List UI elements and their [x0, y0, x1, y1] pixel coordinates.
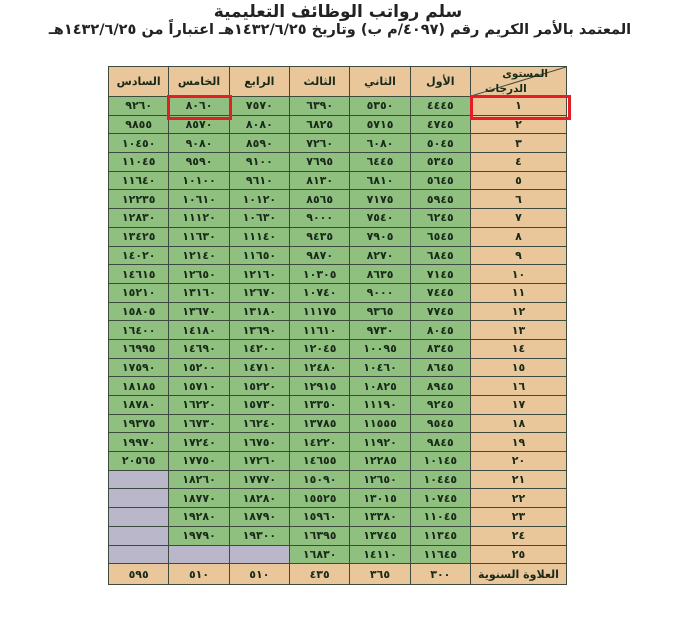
col-header: الخامس — [169, 67, 229, 97]
table-row — [109, 190, 567, 209]
table-row — [109, 209, 567, 228]
salary-cell: ١٢٢٨٥ — [350, 452, 410, 471]
salary-cell: ١٣٧٨٥ — [290, 414, 350, 433]
salary-cell: ١٦٩٩٥ — [109, 339, 169, 358]
grade-cell: ١٩ — [471, 433, 567, 452]
salary-cell: ١٤١٨٠ — [169, 321, 229, 340]
salary-cell: ١٠٤٥٠ — [109, 134, 169, 153]
salary-cell: ٨٦٤٥ — [410, 358, 470, 377]
salary-cell: ٤٧٤٥ — [410, 115, 470, 134]
salary-cell: ٨١٣٠ — [290, 171, 350, 190]
table-row — [109, 227, 567, 246]
salary-cell: ١٣٧٤٥ — [350, 526, 410, 545]
salary-cell: ١٩٣٧٥ — [109, 414, 169, 433]
salary-cell: ١٥٧٣٠ — [229, 396, 289, 415]
salary-cell: ١٩٢٨٠ — [169, 508, 229, 527]
grade-cell: ٨ — [471, 227, 567, 246]
salary-cell: ٧١٤٥ — [410, 265, 470, 284]
salary-cell: ٥٦٤٥ — [410, 171, 470, 190]
salary-cell: ١٤٢٢٠ — [290, 433, 350, 452]
grade-cell: ٢٢ — [471, 489, 567, 508]
salary-cell: ١٤٦٥٥ — [290, 452, 350, 471]
salary-cell: ١٠٦٣٠ — [229, 209, 289, 228]
salary-cell: ٩٣٦٥ — [350, 302, 410, 321]
level-label: المستوى — [502, 68, 548, 80]
salary-cell: ١٦٧٣٠ — [169, 414, 229, 433]
salary-cell: ٨٠٨٠ — [229, 115, 289, 134]
grade-cell: ١٦ — [471, 377, 567, 396]
salary-cell: ١٦٣٩٥ — [290, 526, 350, 545]
grade-cell: ٤ — [471, 153, 567, 172]
salary-cell: ١٨١٨٥ — [109, 377, 169, 396]
salary-cell: ١٣٠١٥ — [350, 489, 410, 508]
salary-cell: ١١٥٥٥ — [350, 414, 410, 433]
grade-cell: ٢٤ — [471, 526, 567, 545]
grade-cell: ١٢ — [471, 302, 567, 321]
table-row — [109, 545, 567, 564]
salary-cell: ١١٦١٠ — [290, 321, 350, 340]
salary-cell — [109, 545, 169, 564]
salary-cell: ٧٦٩٥ — [290, 153, 350, 172]
salary-cell: ١٤٠٢٠ — [109, 246, 169, 265]
grade-cell: ٦ — [471, 190, 567, 209]
salary-cell: ١١٦٤٠ — [109, 171, 169, 190]
salary-cell: ١١٣٤٥ — [410, 526, 470, 545]
salary-cell: ٦٨٤٥ — [410, 246, 470, 265]
annual-increment-cell: ٥١٠ — [229, 564, 289, 585]
salary-cell: ٨٥٩٠ — [229, 134, 289, 153]
table-row — [109, 134, 567, 153]
grade-cell: ١٥ — [471, 358, 567, 377]
table-row — [109, 396, 567, 415]
salary-cell: ٦٨١٠ — [350, 171, 410, 190]
grade-cell: ١ — [471, 97, 567, 116]
salary-cell: ٩٥٩٠ — [169, 153, 229, 172]
salary-cell: ٦٣٩٠ — [290, 97, 350, 116]
salary-cell: ١٤١١٠ — [350, 545, 410, 564]
salary-cell: ١١٠٤٥ — [410, 508, 470, 527]
salary-cell: ١٢٠٤٥ — [290, 339, 350, 358]
salary-cell: ٢٠٥٦٥ — [109, 452, 169, 471]
salary-cell: ٩٠٠٠ — [350, 283, 410, 302]
table-row — [109, 452, 567, 471]
salary-cell: ٩٨٧٠ — [290, 246, 350, 265]
salary-cell: ٨٥٦٥ — [290, 190, 350, 209]
salary-cell: ١٢٢٣٥ — [109, 190, 169, 209]
salary-cell: ١٨٢٦٠ — [169, 470, 229, 489]
salary-cell: ١٠٤٦٠ — [350, 358, 410, 377]
salary-cell: ٨٥٧٠ — [169, 115, 229, 134]
page-subtitle: المعتمد بالأمر الكريم رقم (٤٠٩٧/م ب) وتاريخ ١٤٣٢/٦/٢٥هـ اعتباراً من ١٤٣٢/٦/٢٥هـ — [48, 22, 632, 38]
table-row — [109, 508, 567, 527]
salary-cell: ٩٨٥٥ — [109, 115, 169, 134]
grade-cell: ٧ — [471, 209, 567, 228]
salary-cell — [109, 508, 169, 527]
salary-cell: ١٦٨٣٠ — [290, 545, 350, 564]
table-row — [109, 171, 567, 190]
salary-cell: ٨٦٣٥ — [350, 265, 410, 284]
salary-cell: ١١١٧٥ — [290, 302, 350, 321]
table-row — [109, 489, 567, 508]
salary-cell: ١٦٢٢٠ — [169, 396, 229, 415]
salary-cell: ١٠١٢٠ — [229, 190, 289, 209]
salary-cell: ٩٧٣٠ — [350, 321, 410, 340]
salary-cell: ٩٥٤٥ — [410, 414, 470, 433]
table-row — [109, 265, 567, 284]
salary-cell: ١١٩٢٠ — [350, 433, 410, 452]
salary-cell: ٧٥٤٠ — [350, 209, 410, 228]
header-row — [109, 67, 567, 97]
salary-cell: ٥٣٤٥ — [410, 153, 470, 172]
col-header: الثاني — [350, 67, 410, 97]
grade-label: الدرجات — [485, 83, 527, 95]
salary-cell: ١٠١٠٠ — [169, 171, 229, 190]
salary-cell: ٦٥٤٥ — [410, 227, 470, 246]
table-row — [109, 377, 567, 396]
salary-cell: ١١١٩٠ — [350, 396, 410, 415]
salary-cell: ٨٣٤٥ — [410, 339, 470, 358]
salary-cell: ١٥٢٢٠ — [229, 377, 289, 396]
salary-cell: ٩٦١٠ — [229, 171, 289, 190]
table-row — [109, 283, 567, 302]
salary-cell: ١٥٧١٠ — [169, 377, 229, 396]
salary-cell: ١٥٠٩٠ — [290, 470, 350, 489]
grade-cell: ١٧ — [471, 396, 567, 415]
salary-cell: ١٢٨٣٠ — [109, 209, 169, 228]
annual-increment-cell: ٣٠٠ — [410, 564, 470, 585]
annual-increment-cell: ٥٩٥ — [109, 564, 169, 585]
salary-cell: ١٢٦٥٠ — [350, 470, 410, 489]
salary-cell: ١٠٧٤٠ — [290, 283, 350, 302]
table-row — [109, 153, 567, 172]
salary-cell: ١٦٤٠٠ — [109, 321, 169, 340]
footer-row — [109, 564, 567, 585]
grade-cell: ١٠ — [471, 265, 567, 284]
salary-cell: ١٥٢١٠ — [109, 283, 169, 302]
table-row — [109, 321, 567, 340]
salary-cell: ١٣٣٨٠ — [350, 508, 410, 527]
salary-cell: ١٣١٦٠ — [169, 283, 229, 302]
salary-cell: ١٤٢٠٠ — [229, 339, 289, 358]
salary-cell: ١١١٢٠ — [169, 209, 229, 228]
salary-cell: ١٩٣٠٠ — [229, 526, 289, 545]
salary-cell: ٥٩٤٥ — [410, 190, 470, 209]
salary-cell: ١٤٦١٥ — [109, 265, 169, 284]
table-row — [109, 358, 567, 377]
grade-cell: ٢ — [471, 115, 567, 134]
salary-cell: ١١٦٣٠ — [169, 227, 229, 246]
salary-cell: ١٠٣٠٥ — [290, 265, 350, 284]
salary-cell: ٦٨٢٥ — [290, 115, 350, 134]
salary-cell: ٧٤٤٥ — [410, 283, 470, 302]
salary-cell: ١٤٦٩٠ — [169, 339, 229, 358]
salary-cell: ١٣٣٥٠ — [290, 396, 350, 415]
salary-cell: ١٥٨٠٥ — [109, 302, 169, 321]
salary-cell: ٩١٠٠ — [229, 153, 289, 172]
salary-cell — [109, 470, 169, 489]
salary-cell: ٧٩٠٥ — [350, 227, 410, 246]
salary-cell: ٩٠٠٠ — [290, 209, 350, 228]
col-header: السادس — [109, 67, 169, 97]
grade-cell: ٢٥ — [471, 545, 567, 564]
grade-cell: ١١ — [471, 283, 567, 302]
grade-cell: ٢٣ — [471, 508, 567, 527]
salary-cell: ٨٩٤٥ — [410, 377, 470, 396]
salary-cell: ١١٦٤٥ — [410, 545, 470, 564]
table-row — [109, 302, 567, 321]
grade-cell: ٥ — [471, 171, 567, 190]
salary-cell: ٦٢٤٥ — [410, 209, 470, 228]
col-header: الرابع — [229, 67, 289, 97]
salary-cell: ١٠١٤٥ — [410, 452, 470, 471]
salary-cell: ١٥٩٦٠ — [290, 508, 350, 527]
salary-cell: ١٧٧٧٠ — [229, 470, 289, 489]
salary-cell: ٧٧٤٥ — [410, 302, 470, 321]
table-row — [109, 526, 567, 545]
corner-header — [471, 67, 567, 97]
salary-cell: ٧١٧٥ — [350, 190, 410, 209]
salary-table — [108, 66, 567, 585]
grade-cell: ٢٠ — [471, 452, 567, 471]
salary-cell — [169, 545, 229, 564]
salary-cell: ٩٢٦٠ — [109, 97, 169, 116]
salary-cell — [229, 545, 289, 564]
salary-cell: ١٦٧٥٠ — [229, 433, 289, 452]
table-row — [109, 414, 567, 433]
salary-cell: ٧٥٧٠ — [229, 97, 289, 116]
salary-cell: ١٨٧٩٠ — [229, 508, 289, 527]
salary-cell: ١٣٦٩٠ — [229, 321, 289, 340]
salary-cell: ١٧٧٥٠ — [169, 452, 229, 471]
salary-cell: ٦٤٤٥ — [350, 153, 410, 172]
annual-increment-cell: ٣٦٥ — [350, 564, 410, 585]
salary-cell: ١٢٦٧٠ — [229, 283, 289, 302]
salary-cell: ١٣٦٧٠ — [169, 302, 229, 321]
salary-cell: ١٢٩١٥ — [290, 377, 350, 396]
salary-cell: ١٨٢٨٠ — [229, 489, 289, 508]
salary-cell: ١١٦٥٠ — [229, 246, 289, 265]
salary-cell: ١٠٠٩٥ — [350, 339, 410, 358]
salary-cell: ١٥٥٢٥ — [290, 489, 350, 508]
salary-cell: ٩٨٤٥ — [410, 433, 470, 452]
grade-cell: ٩ — [471, 246, 567, 265]
salary-cell: ١٢٦٥٠ — [169, 265, 229, 284]
highlight-grade-1 — [470, 95, 571, 120]
grade-cell: ١٨ — [471, 414, 567, 433]
salary-cell: ١٠٦١٠ — [169, 190, 229, 209]
salary-cell: ١١٠٤٥ — [109, 153, 169, 172]
salary-cell: ١٩٧٩٠ — [169, 526, 229, 545]
salary-cell: ٩٢٤٥ — [410, 396, 470, 415]
salary-cell: ١٢٤٨٠ — [290, 358, 350, 377]
salary-cell: ١٨٧٨٠ — [109, 396, 169, 415]
salary-cell: ١٨٧٧٠ — [169, 489, 229, 508]
salary-cell: ٦٠٨٠ — [350, 134, 410, 153]
annual-increment-cell: ٥١٠ — [169, 564, 229, 585]
table-row — [109, 470, 567, 489]
salary-cell: ١٦٢٤٠ — [229, 414, 289, 433]
grade-cell: ٣ — [471, 134, 567, 153]
salary-cell: ٨٢٧٠ — [350, 246, 410, 265]
salary-cell: ١٢١٦٠ — [229, 265, 289, 284]
salary-cell: ٤٤٤٥ — [410, 97, 470, 116]
salary-cell: ١٠٧٤٥ — [410, 489, 470, 508]
salary-cell — [109, 526, 169, 545]
salary-cell: ٩٠٨٠ — [169, 134, 229, 153]
salary-cell: ١٧٢٤٠ — [169, 433, 229, 452]
salary-cell: ١٥٢٠٠ — [169, 358, 229, 377]
salary-cell: ٩٤٣٥ — [290, 227, 350, 246]
salary-cell: ٥٣٥٠ — [350, 97, 410, 116]
page-title: سلم رواتب الوظائف التعليمية — [213, 2, 463, 22]
table-row — [109, 339, 567, 358]
grade-cell: ١٣ — [471, 321, 567, 340]
salary-cell: ٨٠٦٠ — [169, 97, 229, 116]
grade-cell: ٢١ — [471, 470, 567, 489]
salary-cell: ١١١٤٠ — [229, 227, 289, 246]
annual-increment-cell: ٤٣٥ — [290, 564, 350, 585]
salary-cell: ١٣٤٢٥ — [109, 227, 169, 246]
salary-cell: ٥٠٤٥ — [410, 134, 470, 153]
salary-cell: ١٣١٨٠ — [229, 302, 289, 321]
salary-cell: ٧٢٦٠ — [290, 134, 350, 153]
table-row — [109, 246, 567, 265]
salary-cell: ١٢١٤٠ — [169, 246, 229, 265]
salary-cell: ٥٧١٥ — [350, 115, 410, 134]
col-header: الثالث — [290, 67, 350, 97]
salary-cell: ١٧٢٦٠ — [229, 452, 289, 471]
col-header: الأول — [410, 67, 470, 97]
grade-cell: ١٤ — [471, 339, 567, 358]
salary-cell: ١٠٤٤٥ — [410, 470, 470, 489]
salary-cell — [109, 489, 169, 508]
salary-cell: ١٧٥٩٠ — [109, 358, 169, 377]
salary-cell: ١٠٨٢٥ — [350, 377, 410, 396]
annual-increment-label: العلاوة السنوية — [471, 564, 567, 585]
salary-cell: ٨٠٤٥ — [410, 321, 470, 340]
highlight-level5-grade1 — [167, 95, 232, 120]
table-row — [109, 433, 567, 452]
salary-cell: ١٩٩٧٠ — [109, 433, 169, 452]
salary-cell: ١٤٧١٠ — [229, 358, 289, 377]
